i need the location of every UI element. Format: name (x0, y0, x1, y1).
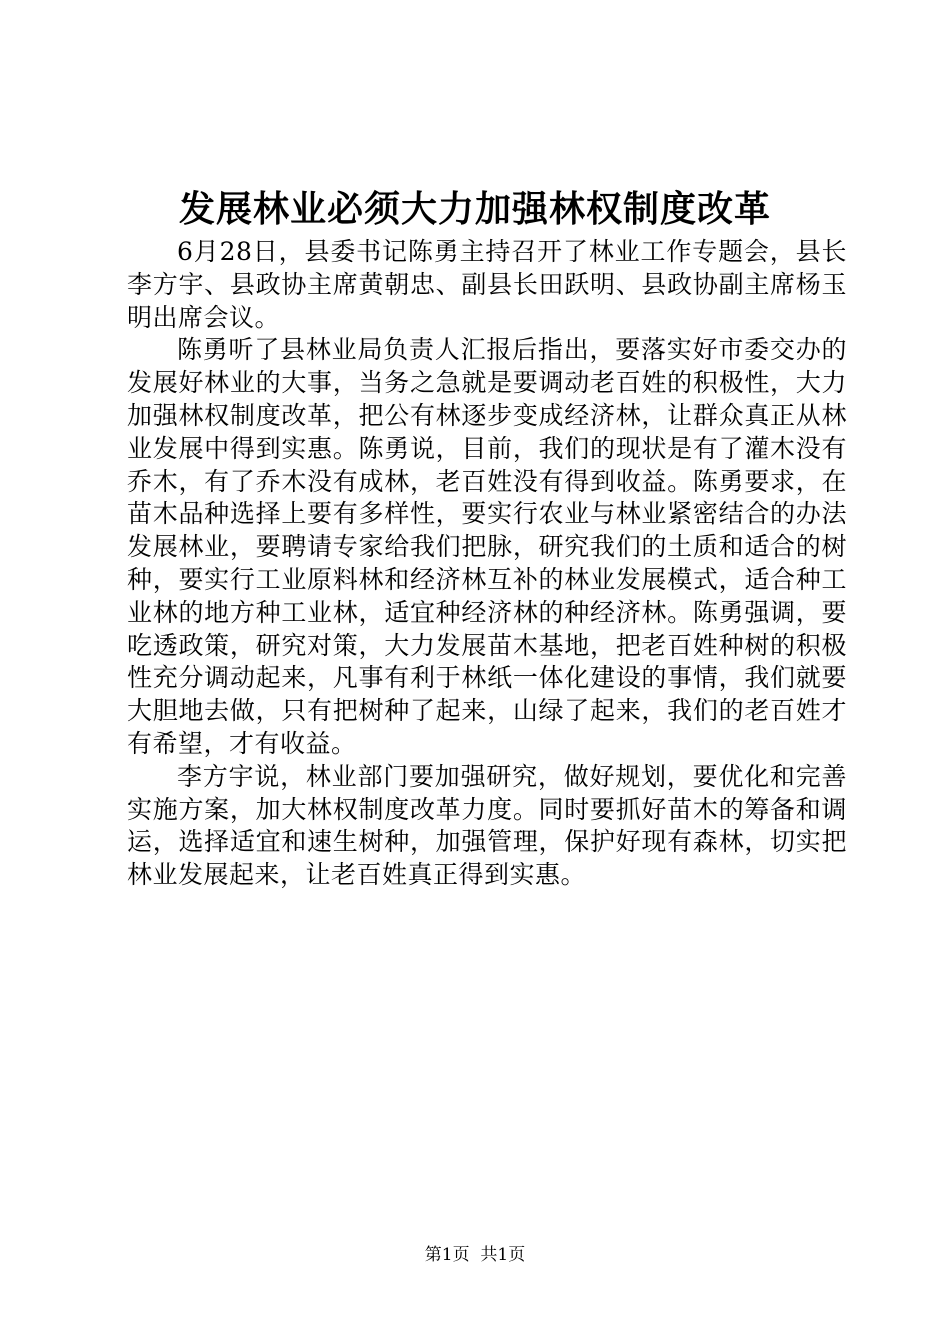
page-number-label: 第1页 共1页 (424, 1245, 526, 1265)
page-footer (0, 1243, 950, 1267)
document-body (127, 236, 847, 892)
paragraph-li-fangyu-remarks: 李方宇说，林业部门要加强研究，做好规划，要优化和完善实施方案，加大林权制度改革力度。同时要抓好苗木的筹备和调运，选择适宜和速生树种，加强管理，保护好现有森林，切实把林业发展起来，让老百姓真正得到实惠。 (127, 761, 847, 890)
paragraph-chen-yong-remarks: 陈勇听了县林业局负责人汇报后指出，要落实好市委交办的发展好林业的大事，当务之急就是要调动老百姓的积极性，大力加强林权制度改革，把公有林逐步变成经济林，让群众真正从林业发展中得到实惠。陈勇说，目前，我们的现状是有了灌木没有乔木，有了乔木没有成林，老百姓没有得到收益。陈勇要求，在苗木品种选择上要有多样性，要实行农业与林业紧密结合的办法发展林业，要聘请专家给我们把脉，研究我们的土质和适合的树种，要实行工业原料林和经济林互补的林业发展模式，适合种工业林的地方种工业林，适宜种经济林的种经济林。陈勇强调，要吃透政策，研究对策，大力发展苗木基地，把老百姓种树的积极性充分调动起来，凡事有利于林纸一体化建设的事情，我们就要大胆地去做，只有把树种了起来，山绿了起来，我们的老百姓才有希望，才有收益。 (127, 335, 847, 758)
document-title: 发展林业必须大力加强林权制度改革 (178, 188, 771, 230)
paragraph-meeting-intro: 6月28日，县委书记陈勇主持召开了林业工作专题会，县长李方宇、县政协主席黄朝忠、副县长田跃明、县政协副主席杨玉明出席会议。 (127, 237, 847, 332)
